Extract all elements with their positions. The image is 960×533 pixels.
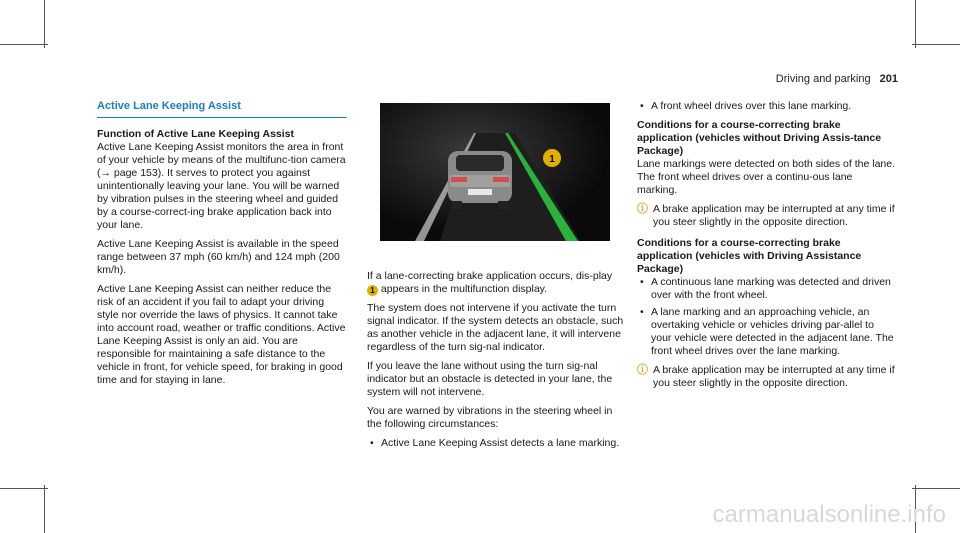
car-rear bbox=[448, 151, 512, 209]
list-item: • Active Lane Keeping Assist detects a lane marking. bbox=[367, 437, 625, 450]
crop-mark bbox=[0, 488, 48, 489]
watermark: carmanualsonline.info bbox=[712, 501, 946, 528]
note-text: A brake application may be interrupted at any time if you steer slightly in the opposite direction. bbox=[653, 364, 895, 389]
page-header bbox=[776, 73, 898, 85]
bullet-list bbox=[367, 437, 625, 450]
note-text: A brake application may be interrupted at any time if you steer slightly in the opposite direction. bbox=[653, 203, 895, 228]
marker-1-icon: 1 bbox=[367, 285, 378, 296]
crop-mark bbox=[915, 0, 916, 48]
bullet-list bbox=[637, 276, 895, 358]
function-heading: Function of Active Lane Keeping Assist bbox=[97, 128, 294, 140]
paragraph bbox=[367, 270, 625, 296]
paragraph: Active Lane Keeping Assist monitors the area in front of your vehicle by means of the multifunc-tion camera (→ page 153). It serves to protect you against unintentionally leaving your lane. You will be warned by vibration pulses in the steering wheel and guided by a course-correct-ing brake application back into your lane. bbox=[97, 141, 346, 231]
crop-mark bbox=[912, 44, 960, 45]
text-span: appears in the multifunction display. bbox=[380, 283, 548, 295]
crop-mark bbox=[912, 488, 960, 489]
note bbox=[637, 364, 895, 390]
note bbox=[637, 203, 895, 229]
car-on-road-graphic bbox=[380, 103, 610, 241]
left-column bbox=[97, 100, 347, 393]
info-note-icon: ⓘ bbox=[637, 203, 648, 215]
text-span: If a lane-correcting brake application occurs, dis-play bbox=[367, 270, 613, 282]
page-number: 201 bbox=[879, 73, 898, 85]
lane-keeping-illustration bbox=[380, 103, 610, 241]
info-note-icon: ⓘ bbox=[637, 364, 648, 376]
callout-marker-label: 1 bbox=[549, 154, 555, 165]
crop-mark bbox=[0, 44, 48, 45]
list-item: • A continuous lane marking was detected and driven over with the front wheel. bbox=[637, 276, 895, 302]
middle-column bbox=[367, 270, 625, 456]
paragraph: Lane markings were detected on both sides of the lane. The front wheel drives over a continu-ous lane marking. bbox=[637, 158, 895, 196]
crop-mark bbox=[44, 0, 45, 48]
list-item: • A lane marking and an approaching vehicle, an overtaking vehicle or vehicles driving par-allel to your vehicle were detected in the adjacent lane. The front wheel drives over the lane marking. bbox=[637, 306, 895, 358]
conditions-heading: Conditions for a course-correcting brake application (vehicles without Driving Assis-tance Package) bbox=[637, 119, 882, 157]
crop-mark bbox=[44, 485, 45, 533]
section-title: Active Lane Keeping Assist bbox=[97, 100, 347, 118]
paragraph: Active Lane Keeping Assist is available in the speed range between 37 mph (60 km/h) and 124 mph (200 km/h). bbox=[97, 238, 340, 276]
header-section: Driving and parking bbox=[775, 73, 871, 85]
conditions-heading: Conditions for a course-correcting brake application (vehicles with Driving Assistance Package) bbox=[637, 237, 862, 275]
right-column bbox=[637, 100, 895, 398]
paragraph: If you leave the lane without using the turn sig-nal indicator but an obstacle is detected in your lane, the system will not intervene. bbox=[367, 360, 613, 398]
list-item: • A front wheel drives over this lane marking. bbox=[637, 100, 895, 113]
paragraph: You are warned by vibrations in the steering wheel in the following circumstances: bbox=[367, 405, 613, 430]
paragraph: The system does not intervene if you activate the turn signal indicator. If the system detects an obstacle, such as another vehicle in the adjacent lane, it will intervene regardless of the turn sig-nal indicator. bbox=[367, 302, 624, 353]
bullet-list bbox=[637, 100, 895, 113]
paragraph: Active Lane Keeping Assist can neither reduce the risk of an accident if you fail to adapt your driving style nor override the laws of physics. It cannot take into account road, weather or traffic conditions. Active Lane Keeping Assist is only an aid. You are responsible for maintaining a safe distance to the vehicle in front, for vehicle speed, for braking in good time and for staying in lane. bbox=[97, 283, 346, 386]
